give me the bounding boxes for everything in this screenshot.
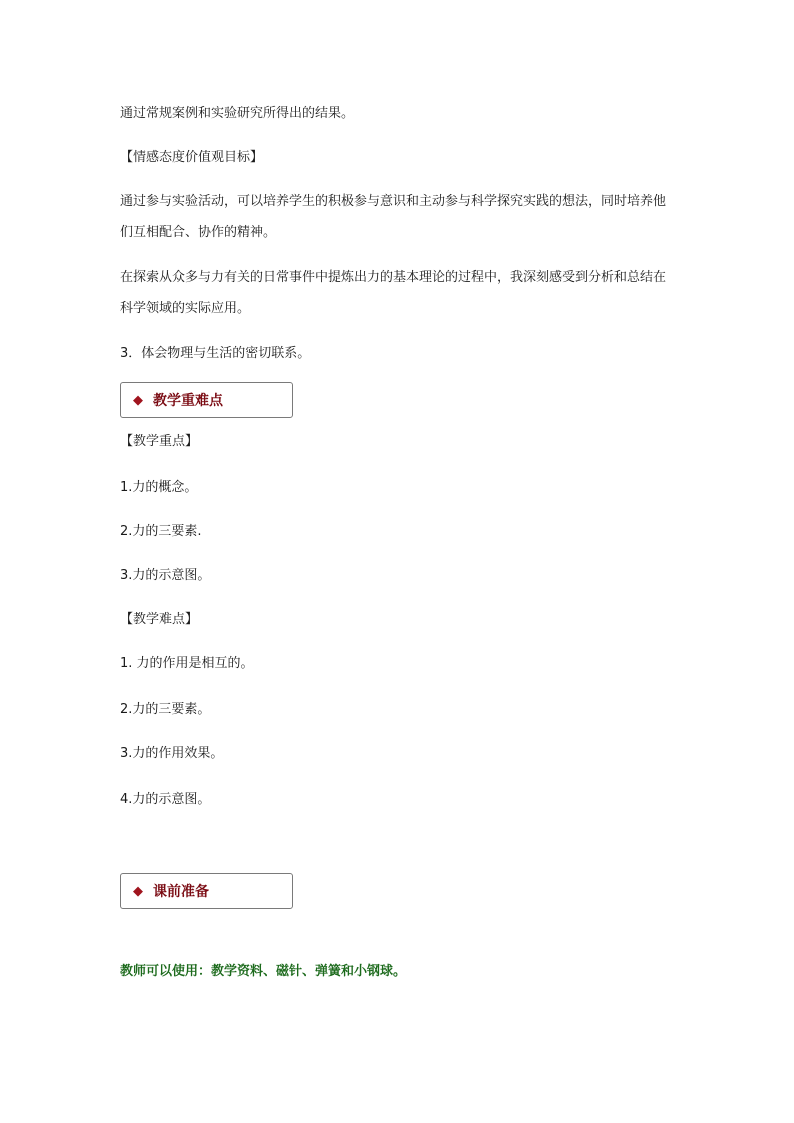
emotion-goal-heading: 【情感态度价值观目标】 [120,150,264,165]
list-item: 4.力的示意图。 [120,792,211,807]
paragraph-experiment: 通过参与实验活动，可以培养学生的积极参与意识和主动参与科学探究实践的想法，同时培养他们互相配合、协作的精神。 [120,194,667,240]
focus-heading: 【教学重点】 [120,434,199,449]
list-item: 1. 力的作用是相互的。 [120,656,254,671]
diamond-icon: ◆ [133,883,143,899]
section-heading-preparation [120,873,293,909]
difficulty-heading: 【教学难点】 [120,612,199,627]
section-title: 课前准备 [153,884,209,900]
list-item: 3.力的示意图。 [120,568,211,583]
list-item: 2.力的三要素。 [120,702,211,717]
list-item: 1.力的概念。 [120,480,198,495]
paragraph-explore: 在探索从众多与力有关的日常事件中提炼出力的基本理论的过程中，我深刻感受到分析和总结在科学领域的实际应用。 [120,270,667,316]
list-item: 2.力的三要素. [120,524,202,539]
paragraph-results: 通过常规案例和实验研究所得出的结果。 [120,106,355,121]
section-title: 教学重难点 [153,393,223,409]
diamond-icon: ◆ [133,392,143,408]
paragraph-life-connection: 3．体会物理与生活的密切联系。 [120,346,311,361]
list-item: 3.力的作用效果。 [120,746,224,761]
preparation-materials: 教师可以使用：教学资料、磁针、弹簧和小钢球。 [120,964,407,979]
section-heading-key-points [120,382,293,418]
